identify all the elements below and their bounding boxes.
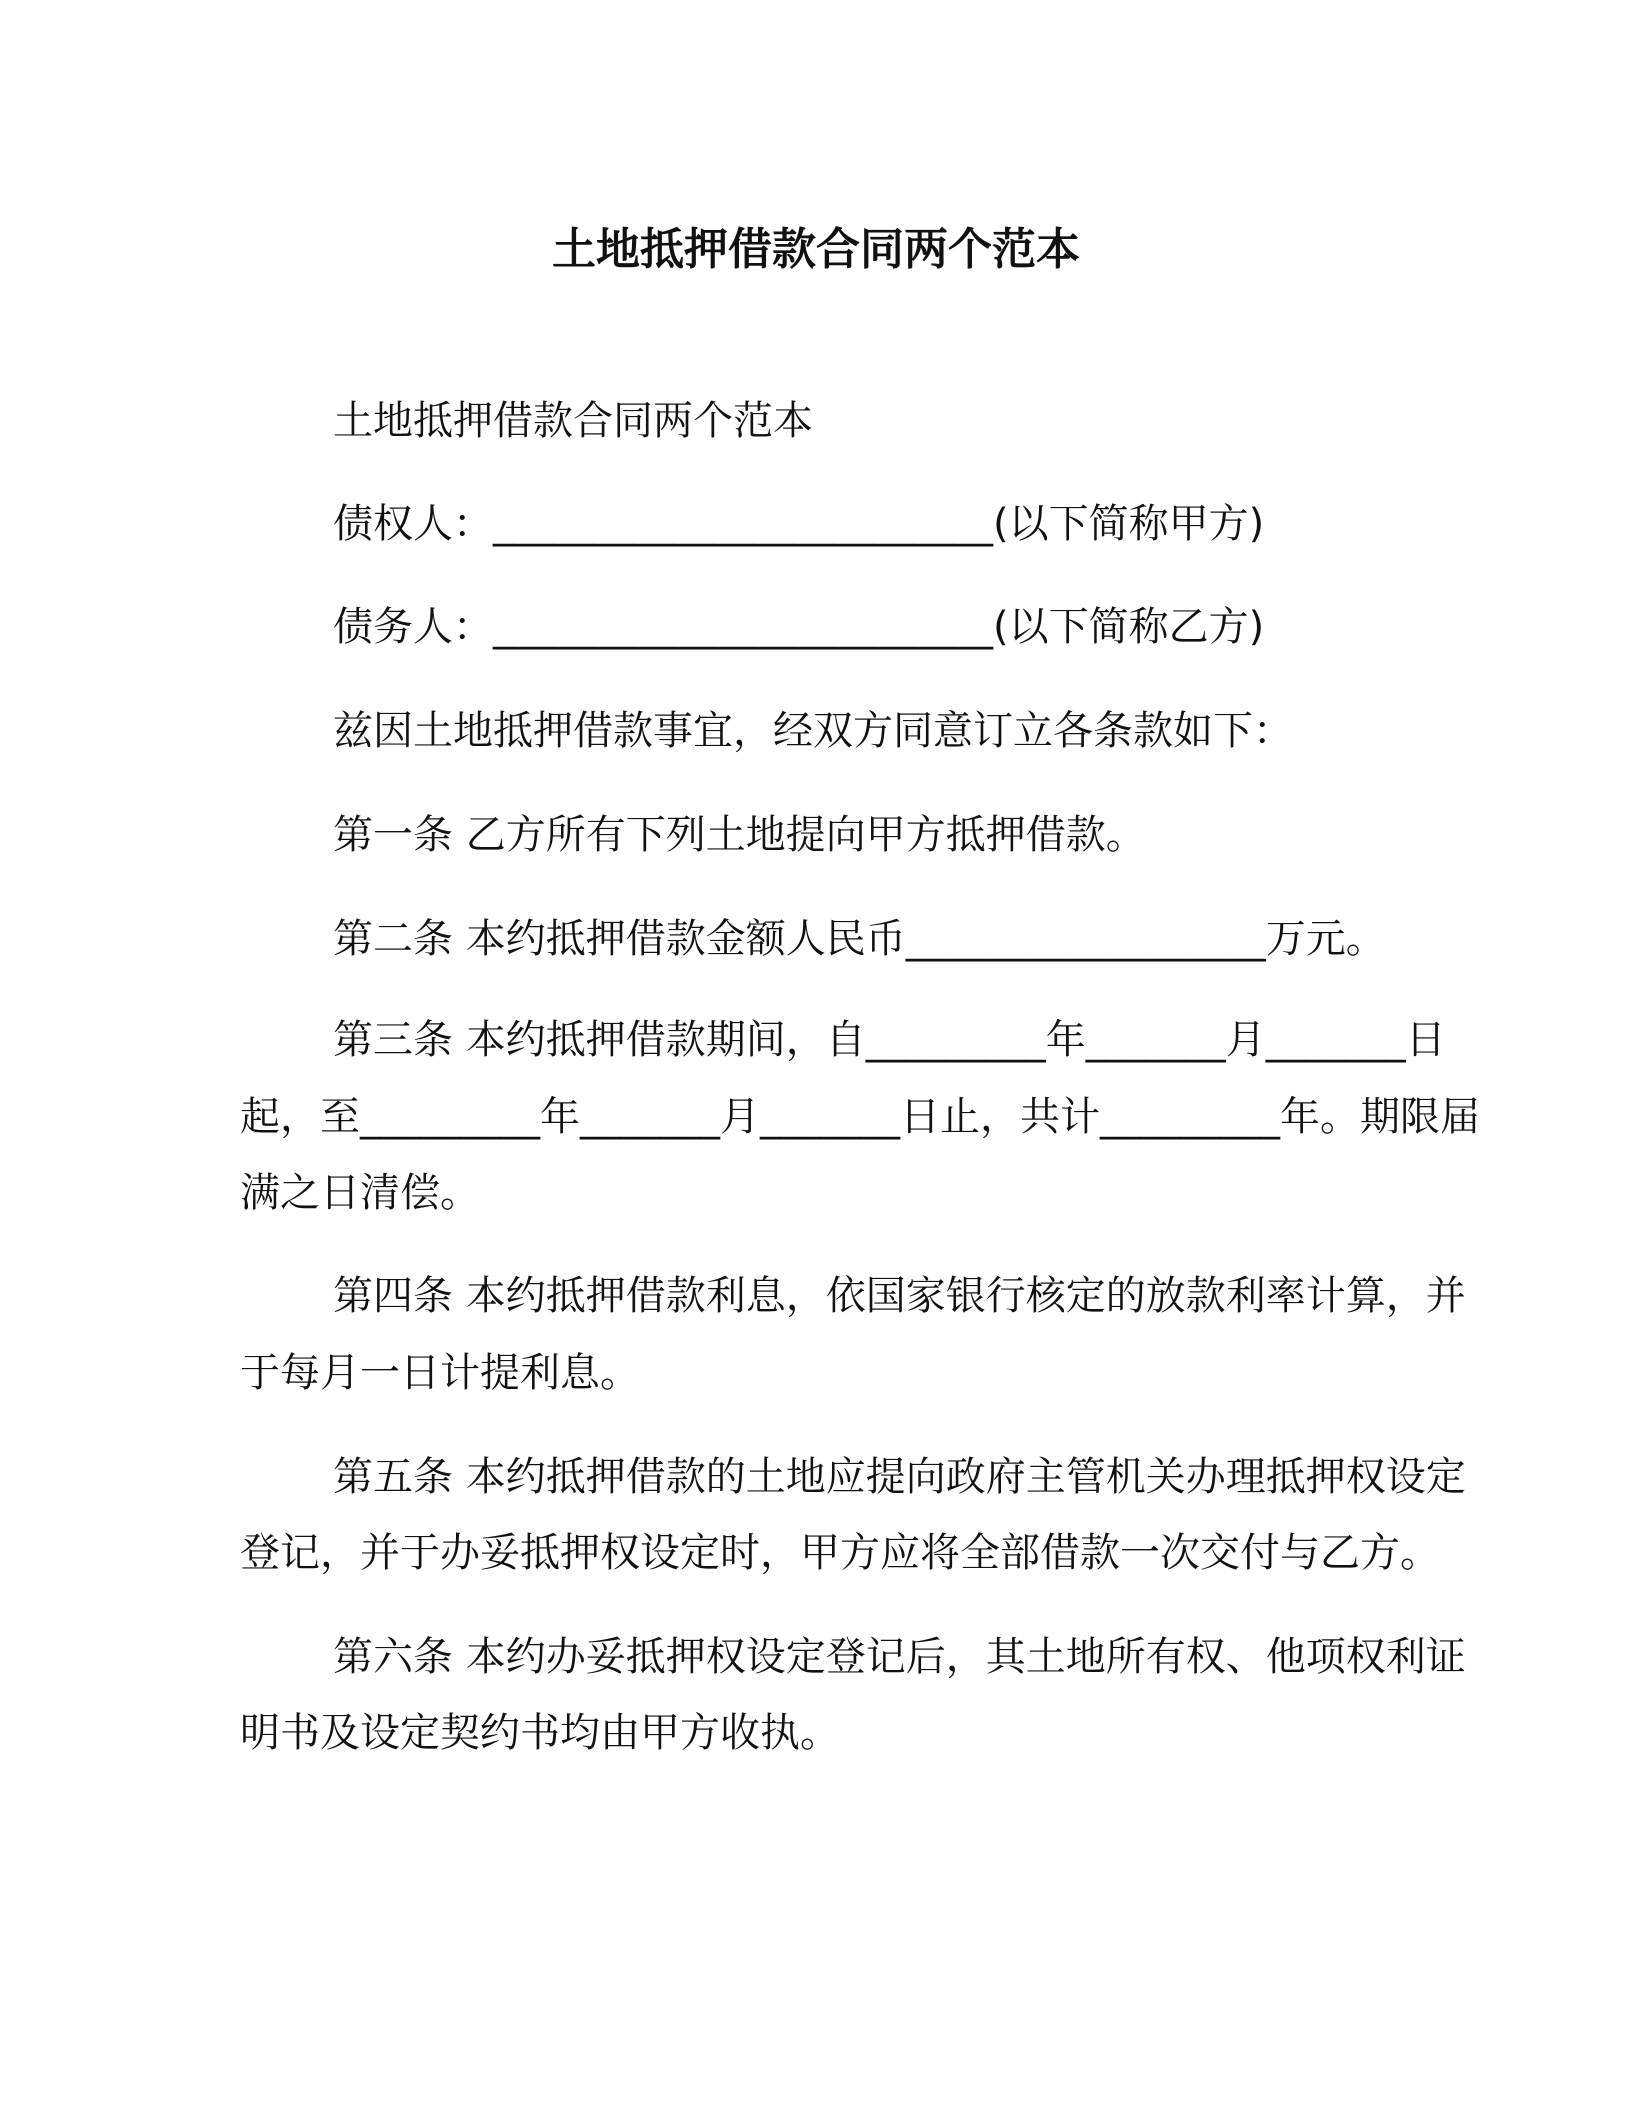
document-subtitle: 土地抵押借款合同两个范本 xyxy=(333,398,813,444)
article-3-line-2: 起，至_________年_______月_______日止，共计_________年。期限届 xyxy=(240,1094,1480,1140)
article-1: 第一条 乙方所有下列土地提向甲方抵押借款。 xyxy=(333,812,1146,858)
article-6-line-1: 第六条 本约办妥抵押权设定登记后，其土地所有权、他项权利证 xyxy=(333,1634,1466,1680)
debtor-line: 债务人：_________________________(以下简称乙方) xyxy=(333,604,1265,650)
preamble: 兹因土地抵押借款事宜，经双方同意订立各条款如下： xyxy=(333,708,1293,754)
document-title: 土地抵押借款合同两个范本 xyxy=(552,224,1080,275)
article-2: 第二条 本约抵押借款金额人民币__________________万元。 xyxy=(333,916,1386,962)
article-3-line-3: 满之日清偿。 xyxy=(240,1170,480,1216)
article-4-line-2: 于每月一日计提利息。 xyxy=(240,1350,640,1396)
article-5-line-1: 第五条 本约抵押借款的土地应提向政府主管机关办理抵押权设定 xyxy=(333,1454,1466,1500)
article-4-line-1: 第四条 本约抵押借款利息，依国家银行核定的放款利率计算，并 xyxy=(333,1273,1466,1319)
article-5-line-2: 登记，并于办妥抵押权设定时，甲方应将全部借款一次交付与乙方。 xyxy=(240,1530,1440,1576)
article-6-line-2: 明书及设定契约书均由甲方收执。 xyxy=(240,1710,840,1756)
article-3-line-1: 第三条 本约抵押借款期间，自_________年_______月_______日 xyxy=(333,1017,1446,1063)
creditor-line: 债权人：_________________________(以下简称甲方) xyxy=(333,501,1265,547)
